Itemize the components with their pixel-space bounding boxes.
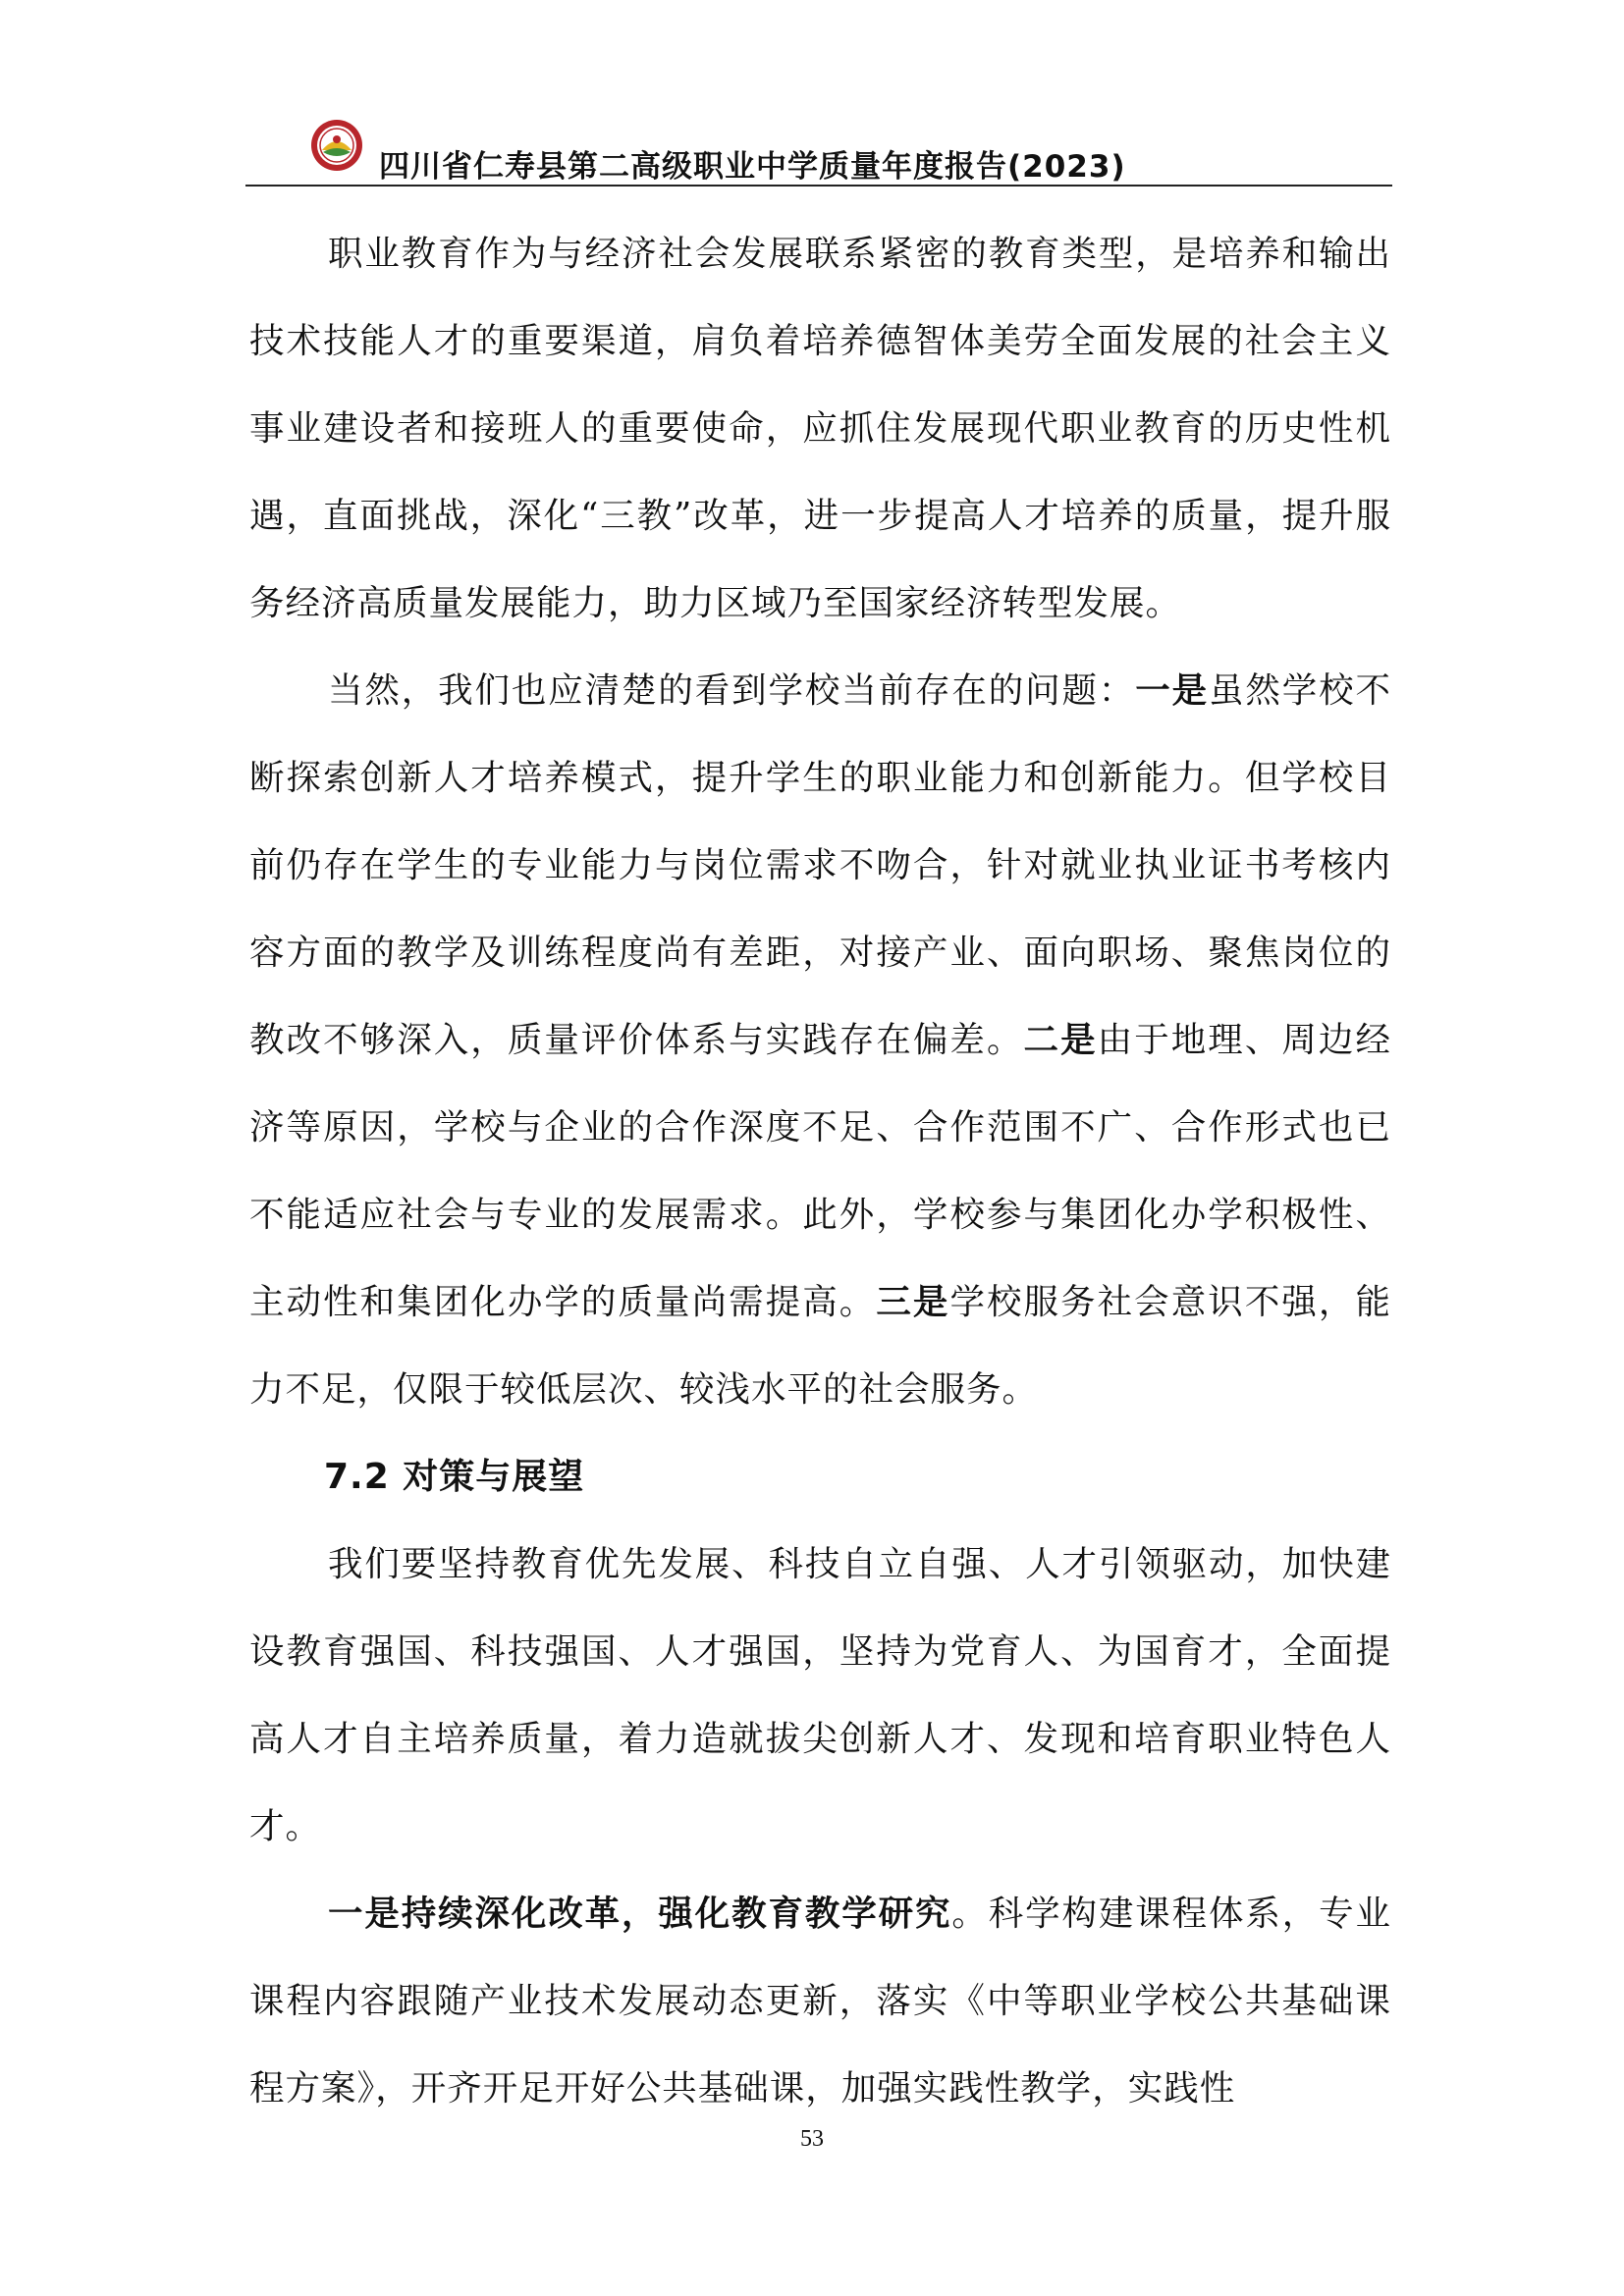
measure-one-text: 。科学构建课程体系，专业课程内容跟随产业技术发展动态更新，落实《中等职业学校公共基础课程方案》，开齐开足开好公共基础课，加强实践性教学，实践性 xyxy=(249,1894,1391,2109)
paragraph-measure-one xyxy=(249,1870,1391,2132)
page-header xyxy=(245,116,1392,187)
problem-one-label: 一是 xyxy=(1135,670,1209,711)
paragraph-problems xyxy=(249,647,1391,1433)
problem-three-text: 学校服务社会意识不强，能力不足，仅限于较低层次、较浅水平的社会服务。 xyxy=(249,1282,1391,1410)
problem-one-text: 虽然学校不断探索创新人才培养模式，提升学生的职业能力和创新能力。但学校目前仍存在学生的专业能力与岗位需求不吻合，针对就业执业证书考核内容方面的教学及训练程度尚有差距，对接产业、面向职场、聚焦岗位的教改不够深入，质量评价体系与实践存在偏差。 xyxy=(249,670,1391,1060)
problems-intro-text: 当然，我们也应清楚的看到学校当前存在的问题： xyxy=(328,670,1136,711)
problem-three-label: 三是 xyxy=(876,1282,950,1322)
report-title: 四川省仁寿县第二高级职业中学质量年度报告(2023) xyxy=(379,149,1126,185)
paragraph-vocational-education: 职业教育作为与经济社会发展联系紧密的教育类型，是培养和输出技术技能人才的重要渠道，肩负着培养德智体美劳全面发展的社会主义事业建设者和接班人的重要使命，应抓住发展现代职业教育的历史性机遇，直面挑战，深化“三教”改革，进一步提高人才培养的质量，提升服务经济高质量发展能力，助力区域乃至国家经济转型发展。 xyxy=(249,234,1391,623)
header-divider xyxy=(245,185,1392,187)
problem-two-label: 二是 xyxy=(1023,1020,1098,1060)
section-heading-7-2: 7.2 对策与展望 xyxy=(324,1457,585,1497)
page-body xyxy=(249,210,1391,2132)
measure-one-label: 一是持续深化改革，强化教育教学研究 xyxy=(328,1894,952,1934)
school-emblem-icon xyxy=(310,119,363,172)
page-number: 53 xyxy=(800,2126,824,2152)
paragraph-strategy: 我们要坚持教育优先发展、科技自立自强、人才引领驱动，加快建设教育强国、科技强国、人才强国，坚持为党育人、为国育才，全面提高人才自主培养质量，着力造就拔尖创新人才、发现和培育职业特色人才。 xyxy=(249,1544,1391,1846)
problem-two-text: 由于地理、周边经济等原因，学校与企业的合作深度不足、合作范围不广、合作形式也已不能适应社会与专业的发展需求。此外，学校参与集团化办学积极性、主动性和集团化办学的质量尚需提高。 xyxy=(249,1020,1391,1322)
